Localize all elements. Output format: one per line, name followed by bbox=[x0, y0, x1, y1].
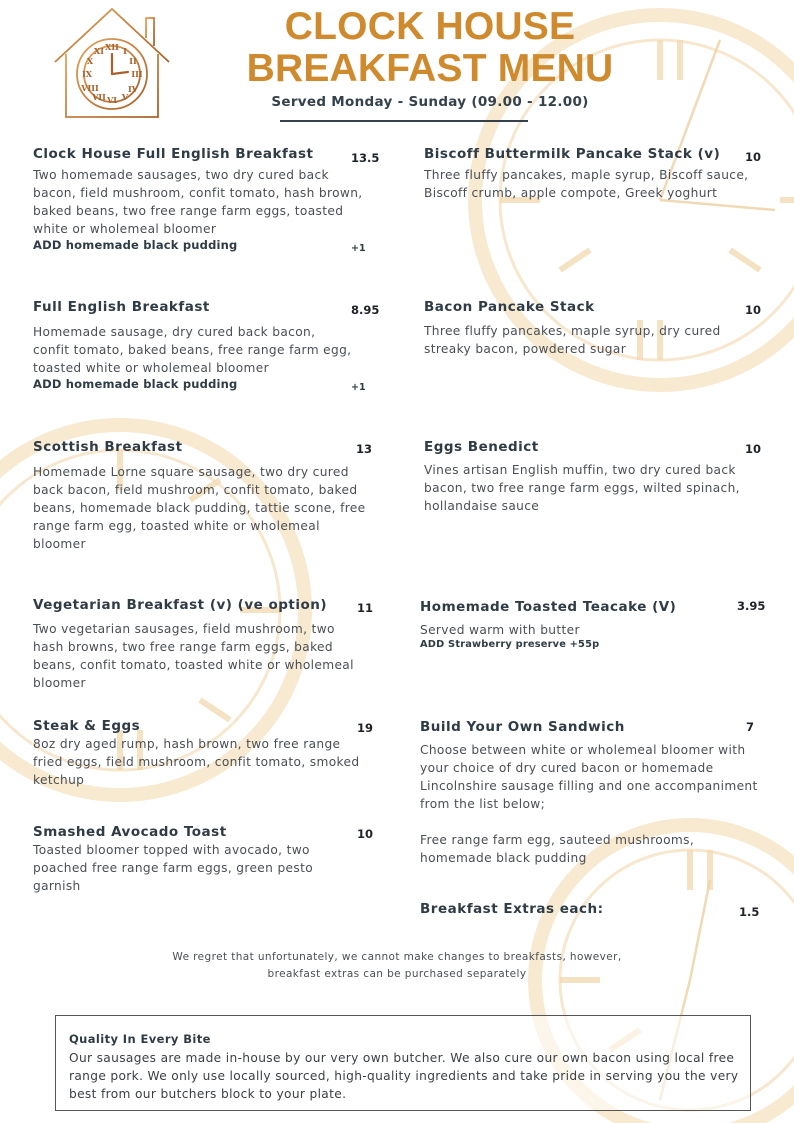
item-name: Smashed Avocado Toast bbox=[33, 824, 227, 840]
addon-price: +1 bbox=[351, 382, 366, 393]
svg-text:XII: XII bbox=[105, 42, 119, 52]
header-divider bbox=[280, 120, 528, 122]
addon-price: +1 bbox=[351, 243, 366, 254]
item-price: 13.5 bbox=[351, 151, 380, 165]
item-description: Homemade Lorne square sausage, two dry cured back bacon, field mushroom, confit tomato, baked beans, homemade black pudding, tattie scone, free range farm egg, toasted white or wholemeal bloomer bbox=[33, 465, 366, 551]
svg-text:II: II bbox=[129, 56, 137, 66]
note-line-2: breakfast extras can be purchased separately bbox=[267, 968, 527, 980]
item-name: Clock House Full English Breakfast bbox=[33, 146, 314, 162]
svg-text:X: X bbox=[86, 56, 94, 66]
quality-box bbox=[55, 1015, 751, 1111]
menu-item bbox=[420, 901, 720, 917]
menu-item bbox=[420, 599, 740, 650]
item-price: 11 bbox=[357, 601, 374, 615]
item-description: Homemade sausage, dry cured back bacon, confit tomato, baked beans, free range farm egg, toasted white or wholemeal bloomer bbox=[33, 325, 352, 375]
quality-title: Quality In Every Bite bbox=[69, 1032, 211, 1046]
item-addon: ADD homemade black pudding bbox=[33, 238, 238, 252]
item-description: 8oz dry aged rump, hash brown, two free range fried eggs, field mushroom, confit tomato, smoked ketchup bbox=[33, 737, 360, 787]
menu-item bbox=[424, 299, 762, 358]
menu-item bbox=[33, 597, 368, 692]
serving-hours: Served Monday - Sunday (09.00 - 12.00) bbox=[271, 94, 589, 110]
item-price: 13 bbox=[356, 442, 373, 456]
svg-text:I: I bbox=[123, 46, 127, 56]
note-line-1: We regret that unfortunately, we cannot make changes to breakfasts, however, bbox=[172, 951, 622, 963]
item-name: Vegetarian Breakfast (v) (ve option) bbox=[33, 597, 328, 613]
item-description: Toasted bloomer topped with avocado, two poached free range farm eggs, green pesto garnish bbox=[33, 843, 314, 893]
menu-item bbox=[420, 719, 760, 867]
item-name: Steak & Eggs bbox=[33, 718, 141, 734]
item-name: Biscoff Buttermilk Pancake Stack (v) bbox=[424, 146, 721, 162]
svg-text:IX: IX bbox=[82, 69, 92, 79]
item-name: Build Your Own Sandwich bbox=[420, 719, 625, 735]
menu-item bbox=[33, 824, 353, 895]
item-description: Three fluffy pancakes, maple syrup, dry cured streaky bacon, powdered sugar bbox=[424, 324, 721, 356]
svg-text:VI: VI bbox=[107, 95, 117, 105]
item-price: 3.95 bbox=[737, 599, 766, 613]
item-name: Full English Breakfast bbox=[33, 299, 210, 315]
menu-item bbox=[33, 146, 373, 252]
item-addon: ADD Strawberry preserve +55p bbox=[420, 639, 600, 650]
quality-text: Our sausages are made in-house by our very own butcher. We also cure our own bacon using local free range pork. We only use locally sourced, high-quality ingredients and take pride in serving you the very best from our butchers block to your plate. bbox=[69, 1051, 739, 1101]
svg-text:IV: IV bbox=[128, 84, 138, 94]
svg-text:III: III bbox=[131, 69, 143, 79]
item-description: Two vegetarian sausages, field mushroom, two hash browns, two free range farm eggs, baked beans, confit tomato, toasted white or wholemeal bloomer bbox=[33, 622, 354, 690]
item-name: Bacon Pancake Stack bbox=[424, 299, 595, 315]
item-price: 10 bbox=[357, 827, 374, 841]
title-line-2: BREAKFAST MENU bbox=[246, 47, 614, 90]
menu-item bbox=[33, 439, 373, 553]
item-description: Three fluffy pancakes, maple syrup, Biscoff sauce, Biscoff crumb, apple compote, Greek yoghurt bbox=[424, 168, 749, 200]
menu-item bbox=[33, 718, 373, 789]
item-price: 1.5 bbox=[739, 905, 760, 919]
item-name: Eggs Benedict bbox=[424, 439, 539, 455]
item-price: 10 bbox=[745, 303, 762, 317]
clock-house-logo bbox=[50, 4, 174, 122]
svg-text:VII: VII bbox=[92, 92, 106, 102]
svg-text:XI: XI bbox=[94, 46, 104, 56]
item-price: 8.95 bbox=[351, 303, 380, 317]
svg-text:V: V bbox=[121, 92, 129, 102]
menu-item bbox=[424, 439, 764, 515]
item-description: Vines artisan English muffin, two dry cured back bacon, two free range farm eggs, wilted spinach, hollandaise sauce bbox=[424, 463, 740, 513]
item-price: 10 bbox=[745, 442, 762, 456]
item-description: Choose between white or wholemeal bloomer with your choice of dry cured bacon or homemade Lincolnshire sausage filling and one accompaniment from the list below; bbox=[420, 743, 758, 811]
item-name: Homemade Toasted Teacake (V) bbox=[420, 599, 677, 615]
item-price: 7 bbox=[746, 720, 755, 734]
menu-item bbox=[33, 299, 353, 391]
changes-note bbox=[120, 949, 674, 983]
svg-text:VIII: VIII bbox=[81, 83, 99, 93]
item-description-accompaniments: Free range farm egg, sauteed mushrooms, homemade black pudding bbox=[420, 833, 695, 865]
item-description: Two homemade sausages, two dry cured back bacon, field mushroom, confit tomato, hash brown, baked beans, two free range farm eggs, toasted white or wholemeal bloomer bbox=[33, 168, 363, 236]
item-name: Scottish Breakfast bbox=[33, 439, 183, 455]
item-price: 10 bbox=[745, 150, 762, 164]
item-addon: ADD homemade black pudding bbox=[33, 377, 238, 391]
menu-item bbox=[424, 146, 764, 202]
item-name: Breakfast Extras each: bbox=[420, 901, 604, 917]
item-description: Served warm with butter bbox=[420, 623, 580, 637]
menu-title bbox=[200, 6, 660, 90]
item-price: 19 bbox=[357, 721, 374, 735]
title-line-1: CLOCK HOUSE bbox=[284, 5, 576, 48]
